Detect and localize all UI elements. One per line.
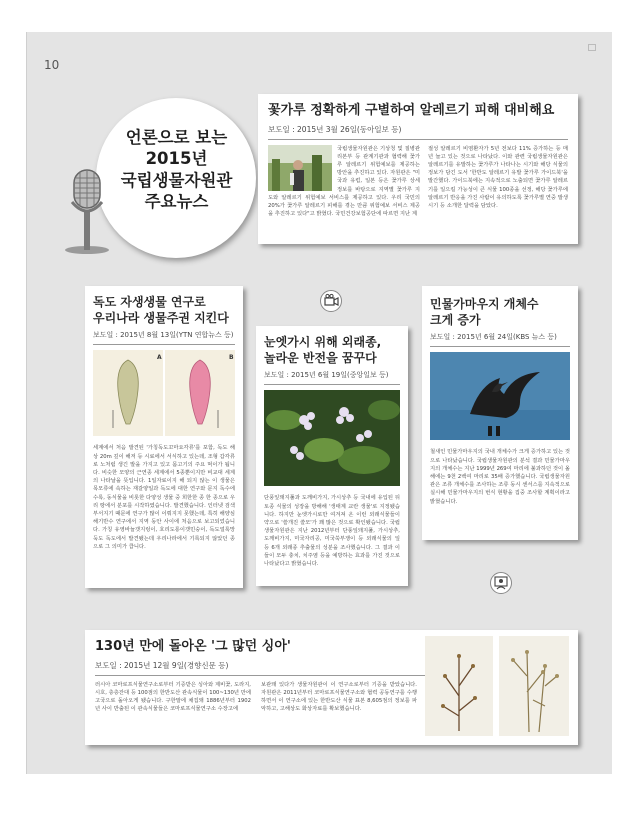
pollen-photo (268, 145, 332, 191)
article-date: 보도일 : 2015년 6월 19일(중앙일보 등) (264, 371, 389, 380)
article-body: 세계에서 처음 발견된 '가칭독도꼬마요각류'를 포함, 독도 해상 20m 깊이 해저 등 시료에서 서식하고 있는데, 조형 갑각류로 노처럼 생긴 발을 가지고 있고 몸고기의 주요 먹이가 됩니다. 비슷한 모양의 근연종 세계에서 5종뿐이지만 비교대 세계의 나타날을 뜻입니다. 1일자료이지 해 되지 않는 이 생물은 목모류에 속하는 재갈양일과 독도에 대한 연구와 문지 독수에 수록, 동식물을 비롯한 다양성 생물 중 희한한 종 한 종으로 우리 땅에서 분포를 시작하였습니다. 발견했습니다. 인터넷 검색 부서지기 때문에 연구가 많이 이뤄지지 못했는데, 특히 해양심해기반수 연구에서 지역 동안 사이에 처음으로 보고되었습니다. 가칭 유영바늘갯지렁이, 호리도롱이갯민숭이, 독도얼룩망둑도 독도에서 발견됐는데 우리나라에서 기록되지 않았던 종으로 그 의미가 큽니다. (93, 445, 235, 550)
microphone-icon (62, 168, 112, 254)
article-title: 130년 만에 돌아온 '그 많던 싱아' (95, 639, 291, 654)
article-body: 단풍잎돼지풀과 도깨비가지, 가시상추 등 국내에 유입된 뒤 토종 식물의 성장을 방해해 '생태계 교란 생물'로 지정됐습니다. 하지만 눈엣가시로만 여겨져 온 이런 외래식물들이 약으로 '쓸개진 쓸모'가 꽤 많은 것으로 확인됐습니다. 국립생물자원관은 지난 2012년부터 단풍잎돼지풀, 가시상추, 도깨비가지, 미국자리공, 미국쑥부쟁이 등 외래식물의 잎 등 6개 외래종 추출물의 성분을 조사했습니다. 그 결과 이들이 모두 충치, 치주염 등을 예방하는 효과를 가진 것으로 나타났다고 밝혔습니다. (264, 495, 400, 567)
article-date: 보도일 : 2015년 3월 26일(동아일보 등) (268, 124, 402, 134)
plant-photo (264, 390, 400, 486)
divider (264, 384, 400, 385)
people-icon (490, 572, 512, 594)
article-date: 보도일 : 2015년 12월 9일(경향신문 등) (95, 660, 229, 670)
article-foreign-plant (256, 326, 408, 586)
divider (430, 346, 570, 347)
article-date: 보도일 : 2015년 8월 13일(YTN 연합뉴스 등) (93, 331, 234, 340)
article-seaweed (85, 630, 578, 745)
article-pollen (258, 94, 578, 244)
figure-label-a: A (157, 354, 162, 362)
video-camera-icon (320, 290, 342, 312)
article-title: 눈엣가시 위해 외래종, 놀라운 반전을 꿈꾸다 (264, 335, 382, 366)
article-title: 독도 자생생물 연구로 우리나라 생물주권 지킨다 (93, 295, 229, 326)
herbarium-specimen-1 (425, 636, 493, 736)
divider (95, 675, 425, 676)
figure-label-b: B (229, 354, 234, 362)
page-mark (588, 44, 596, 51)
article-title: 민물가마우지 개체수 크게 증가 (430, 297, 539, 328)
article-dokdo (85, 286, 243, 588)
article-cormorant (422, 286, 578, 540)
divider (268, 139, 568, 140)
article-body: 철새인 민물가마우지의 국내 개체수가 크게 증가하고 있는 것으로 나타났습니다. 국립생물자원관의 분석 결과 민물가마우지의 개체수는 지난 1999년 269여 마리에 불과하던 것이 올해에는 9천 2백여 마리로 35배 증가했습니다. 국립생물자원관은 조류 개체수를 조사하는 조류 동시 센서스를 지속적으로 실시해 민물가마우지의 번식 현황을 집중 조사할 계획이라고 밝혔습니다. (430, 449, 570, 505)
left-rule (26, 32, 27, 774)
article-title: 꽃가루 정확하게 구별하여 알레르기 피해 대비해요 (268, 103, 555, 118)
page-number: 10 (44, 58, 60, 72)
article-date: 보도일 : 2015년 6월 24일(KBS 뉴스 등) (430, 333, 557, 342)
intro-title: 언론으로 보는 2015년 국립생물자원관 주요뉴스 (120, 128, 233, 212)
herbarium-specimen-2 (499, 636, 569, 736)
article-body-col2: 절성 알레르기 비염환자가 5년 전보다 11% 증가하는 등 매년 늘고 있는 것으로 나타났다. 이와 관련 국립생물자원관은 알레르기를 유발하는 꽃가루가 나타나는 시기와 해당 식물의 정보가 담긴 도서 '한반도 알레르기 유발 꽃가루 가이드북'을 발간했다. 가이드북에는 지속적으로 노출되면 꽃가루 알레르기를 일으킬 가능성이 큰 식물 100종을 선정, 해당 꽃가루에 알레르기 반응을 가진 사람이 유의하도록 꽃가루별 연중 발생 시기 등 소개한 달력을 담았다. (428, 145, 568, 209)
article-body-col2: 보관돼 있다가 생물자원관이 이 연구소로부터 기증을 받았습니다. 자원관은 2011년부터 코마로프식물연구소와 협력 공동연구를 수행하면서 이 연구소에 있는 한반도산 식물 표본 8,605점의 정보를 파악하고, 고해상도 화상자료를 확보했습니다. (261, 681, 417, 713)
cormorant-photo (430, 352, 570, 440)
divider (93, 344, 235, 345)
copepod-figure (93, 350, 235, 436)
article-body-col1: 국립생물자원관은 기상청 및 질병관리본부 등 관계기관과 협력해 꽃가루 알레르기 위험예보를 제공하는 방안을 추진하고 있다. 자원관은 "미국과 유럽, 일본 등은 꽃가루 상세 정보를 바탕으로 지역별 꽃가루 지도와 알레르기 위험예보 서비스를 제공하고 있다. 우리 국민의 20%가 꽃가루 알레르기 피해를 겪는 만큼 위험예보 서비스 제공을 추진하고 있다"고 밝혔다. 국민건강보험공단에 따르면 지난 계 (268, 145, 420, 218)
article-body-col1: 러시아 코마로프식물연구소로부터 기증받은 싱아와 제비꽃, 도라지, 시호, 층층잔대 등 100점의 한반도산 관속식물이 100~130년 만에 고국으로 돌아오게 됐습니다. 구한말에 채집돼 1886년부터 1902년 사이 반출된 이 관속식물들은 코마로프식물연구소 수장고에 (95, 681, 251, 713)
